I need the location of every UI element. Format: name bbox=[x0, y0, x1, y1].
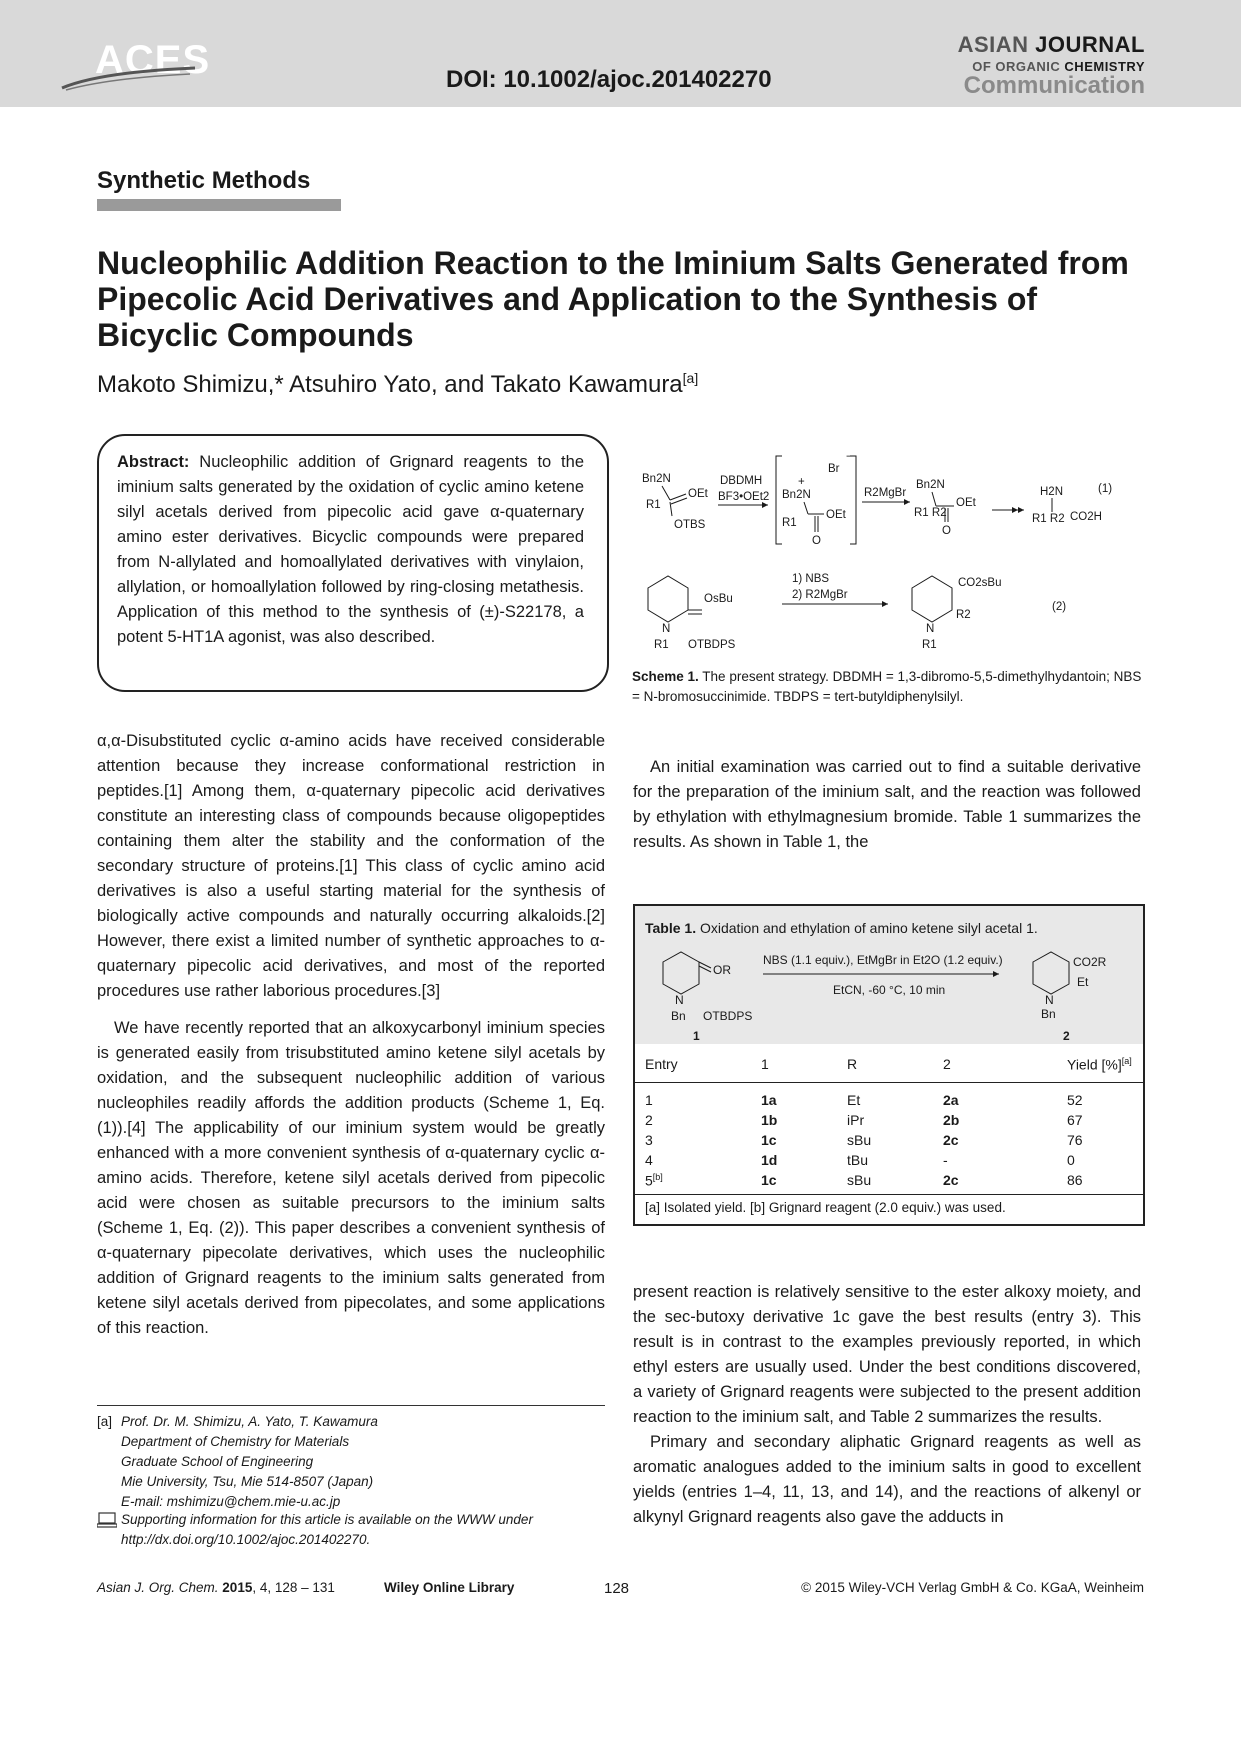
s1-f-co2h: CO2H bbox=[1070, 511, 1102, 523]
s1-eq1: (1) bbox=[1098, 483, 1113, 495]
affiliation-rule bbox=[97, 1405, 605, 1406]
s1-int-o: O bbox=[812, 535, 821, 547]
s2-nbs: 1) NBS bbox=[792, 573, 830, 585]
th-1: 1 bbox=[761, 1056, 769, 1072]
left-column bbox=[97, 729, 605, 1341]
table-cell: tBu bbox=[847, 1152, 869, 1168]
t-num1: 1 bbox=[693, 1029, 700, 1042]
table-cell: 1b bbox=[761, 1112, 778, 1128]
table-cell: 2b bbox=[943, 1112, 960, 1128]
table-cell: iPr bbox=[847, 1112, 865, 1128]
s2-n: N bbox=[662, 623, 671, 635]
table-cell: sBu bbox=[847, 1132, 872, 1148]
table-row: 3 bbox=[645, 1132, 653, 1148]
table-reaction bbox=[643, 942, 1135, 1042]
s1-r2mgbr: R2MgBr bbox=[864, 487, 907, 499]
table-cell: 1d bbox=[761, 1152, 778, 1168]
s2-co2sbu: CO2sBu bbox=[958, 577, 1002, 589]
s1-int-oet: OEt bbox=[826, 509, 846, 521]
left-paragraph-2: We have recently reported that an alkoxycarbonyl iminium species is generated easily from trisubstituted amino ketene silyl acetals by oxidation, and the subsequent nucleophilic addition of various nucleophiles readily affords the addition products (Scheme 1, Eq. (1)).[4] The applicability of our iminium system would be greatly enhanced with a more convenient synthesis of α-quaternary cyclic α-amino acids. Therefore, ketene silyl acetals derived from pipecolic acid were chosen as suitable precursors to the iminium salts (Scheme 1, Eq. (2)). This paper describes a convenient synthesis of α-quaternary pipecolate derivatives, which uses the nucleophilic addition of Grignard reagents to the iminium salts generated from ketene silyl acetals derived from pipecolates, and some applications of this reaction. bbox=[97, 1019, 605, 1337]
table-rule bbox=[635, 1082, 1143, 1083]
t-n: N bbox=[675, 993, 684, 1007]
t-pn: N bbox=[1045, 993, 1054, 1007]
t-et: Et bbox=[1077, 975, 1089, 989]
table-row: 2 bbox=[645, 1112, 653, 1128]
section-heading: Synthetic Methods bbox=[97, 167, 311, 194]
s1-dbdmh: DBDMH bbox=[720, 475, 763, 487]
section-bar bbox=[97, 199, 341, 211]
t-cond1: NBS (1.1 equiv.), EtMgBr in Et2O (1.2 equiv.) bbox=[763, 953, 1003, 967]
footer-library[interactable]: Wiley Online Library bbox=[384, 1580, 515, 1595]
journal-logo: ASIAN JOURNAL OF ORGANIC CHEMISTRY Communication bbox=[957, 32, 1145, 99]
s2-ring2 bbox=[912, 576, 952, 622]
s2-pr1: R1 bbox=[922, 639, 937, 651]
table-1 bbox=[633, 904, 1145, 1226]
table-footnote: [a] Isolated yield. [b] Grignard reagent (2.0 equiv.) was used. bbox=[645, 1200, 1006, 1215]
t-bn: Bn bbox=[671, 1009, 686, 1023]
table-cell: Et bbox=[847, 1092, 861, 1108]
si-link[interactable]: http://dx.doi.org/10.1002/ajoc.201402270. bbox=[121, 1532, 371, 1547]
t-co2r: CO2R bbox=[1073, 955, 1107, 969]
doi[interactable]: DOI: 10.1002/ajoc.201402270 bbox=[446, 66, 772, 93]
th-2: 2 bbox=[943, 1056, 951, 1072]
table-cell: 2c bbox=[943, 1172, 959, 1188]
email-link[interactable]: E-mail: mshimizu@chem.mie-u.ac.jp bbox=[121, 1494, 341, 1509]
s1-plus: + bbox=[798, 476, 805, 488]
s2-eq2: (2) bbox=[1052, 601, 1067, 613]
table-rule-bottom bbox=[635, 1194, 1143, 1195]
s1-p-n: Bn2N bbox=[916, 479, 945, 491]
right-column-top bbox=[633, 755, 1141, 855]
table-cell: 86 bbox=[1067, 1172, 1083, 1188]
s1-br: Br bbox=[828, 463, 840, 475]
t-pbn: Bn bbox=[1041, 1007, 1056, 1021]
table-cell: 1c bbox=[761, 1172, 777, 1188]
computer-icon bbox=[97, 1512, 117, 1528]
t-or: OR bbox=[713, 963, 731, 977]
table-cell: 67 bbox=[1067, 1112, 1083, 1128]
t-otbdps: OTBDPS bbox=[703, 1009, 753, 1023]
s2-otbdps: OTBDPS bbox=[688, 639, 736, 651]
table-cell: 2c bbox=[943, 1132, 959, 1148]
article-title: Nucleophilic Addition Reaction to the Iminium Salts Generated from Pipecolic Acid Derivatives and Application to the Synthesis of Bicyclic Compounds bbox=[97, 245, 1129, 353]
s2-pn: N bbox=[926, 623, 935, 635]
left-paragraph-1: α,α-Disubstituted cyclic α-amino acids have received considerable attention because they increase conformational restriction in peptides.[1] Among them, α-quaternary pipecolic acid derivatives constitute an interesting class of compounds because oligopeptides containing them alter the stability and the conformation of the secondary structure of proteins.[1] This class of cyclic amino acid derivatives is also a useful starting material for the synthesis of biologically active compounds and naturally occurring alkaloids.[2] However, there exist a limited number of synthetic approaches to α-quaternary pipecolic acid derivatives, and most of the reported procedures use rather laborious procedures.[3] bbox=[97, 732, 605, 1000]
table-cell: - bbox=[943, 1152, 948, 1168]
table-cell: 1a bbox=[761, 1092, 777, 1108]
aces-swoosh-icon bbox=[60, 62, 200, 92]
footer-copyright: © 2015 Wiley-VCH Verlag GmbH & Co. KGaA, Weinheim bbox=[801, 1580, 1144, 1595]
right-paragraph-1: An initial examination was carried out to find a suitable derivative for the preparation of the iminium salt, and the reaction was followed by ethylation with ethylmagnesium bromide. Table 1 summarizes the results. As shown in Table 1, the bbox=[633, 758, 1141, 851]
table-cell: 52 bbox=[1067, 1092, 1083, 1108]
s1-p-o: O bbox=[942, 525, 951, 537]
aces-logo: ACES bbox=[95, 38, 211, 82]
s1-int-n: Bn2N bbox=[782, 489, 811, 501]
table-title: Table 1. Oxidation and ethylation of amino ketene silyl acetal 1. bbox=[645, 920, 1038, 936]
th-yield: Yield [%][a] bbox=[1067, 1056, 1132, 1073]
right-column-bottom bbox=[633, 1280, 1141, 1530]
s1-bf3: BF3•OEt2 bbox=[718, 491, 770, 503]
s2-r1: R1 bbox=[654, 639, 669, 651]
s1-otbs: OTBS bbox=[674, 519, 706, 531]
s1-r1: R1 bbox=[646, 499, 661, 511]
s1-p-oet: OEt bbox=[956, 497, 976, 509]
table-row: 1 bbox=[645, 1092, 653, 1108]
table-cell: 76 bbox=[1067, 1132, 1083, 1148]
t-cond2: EtCN, -60 °C, 10 min bbox=[833, 983, 946, 997]
scheme-1 bbox=[632, 450, 1144, 672]
table-cell: 2a bbox=[943, 1092, 959, 1108]
footer-citation: Asian J. Org. Chem. 2015, 4, 128 – 131 bbox=[97, 1580, 335, 1595]
s2-r2mgbr: 2) R2MgBr bbox=[792, 589, 848, 601]
scheme-caption: Scheme 1. The present strategy. DBDMH = 1,3-dibromo-5,5-dimethylhydantoin; NBS = N-bromosuccinimide. TBDPS = tert-butyldiphenylsilyl. bbox=[632, 669, 1142, 704]
right-paragraph-2: present reaction is relatively sensitive to the ester alkoxy moiety, and the sec-butoxy derivative 1c gave the best results (entry 3). This result is in contrast to the examples previously reported, in which ethyl esters are usually used. Under the best conditions discovered, a variety of Grignard reagents were subjected to the present addition reaction to the iminium salt, and Table 2 summarizes the results. bbox=[633, 1283, 1141, 1426]
s1-f-r: R1 R2 bbox=[1032, 513, 1065, 525]
s1-int-r1: R1 bbox=[782, 517, 797, 529]
s1-p-r: R1 R2 bbox=[914, 507, 947, 519]
s2-ring1 bbox=[648, 576, 688, 622]
abstract: Abstract: Nucleophilic addition of Grignard reagents to the iminium salts generated by the oxidation of cyclic amino ketene silyl acetals derived from pipecolic acid gave α-quaternary amino ester derivatives. Bicyclic compounds were prepared from N-allylated and homoallylated derivatives with vinylaion, allylation, or homoallylation followed by ring-closing metathesis. Application of this method to the synthesis of (±)-S22178, a potent 5-HT1A agonist, was also described. bbox=[117, 453, 584, 646]
th-entry: Entry bbox=[645, 1056, 678, 1072]
t-num2: 2 bbox=[1063, 1029, 1070, 1042]
right-paragraph-3: Primary and secondary aliphatic Grignard reagents as well as aromatic analogues added to the iminium salts in good to excellent yields (entries 1–4, 11, 13, and 14), and the reactions of alkenyl or alkynyl Grignard reagents also gave the adducts in bbox=[633, 1433, 1141, 1526]
s2-osbu: OsBu bbox=[704, 593, 733, 605]
t-ring2 bbox=[1033, 952, 1069, 994]
page-number: 128 bbox=[604, 1580, 630, 1597]
s1-minus: − bbox=[846, 451, 853, 463]
s2-r2: R2 bbox=[956, 609, 971, 621]
table-cell: 1c bbox=[761, 1132, 777, 1148]
th-r: R bbox=[847, 1056, 858, 1072]
authors: Makoto Shimizu,* Atsuhiro Yato, and Takato Kawamura[a] bbox=[97, 370, 699, 398]
affiliation: [a] Prof. Dr. M. Shimizu, A. Yato, T. Kawamura Department of Chemistry for Materials Graduate School of Engineering Mie University, Tsu, Mie 514-8507 (Japan) E-mail: mshimizu@chem.mie-u.ac.jp bbox=[97, 1412, 605, 1512]
supporting-info: Supporting information for this article is available on the WWW under http://dx.doi.org/10.1002/ajoc.201402270. bbox=[97, 1510, 533, 1550]
t-ring1 bbox=[663, 952, 699, 994]
s1-f-n: H2N bbox=[1040, 486, 1064, 498]
table-row: 4 bbox=[645, 1152, 653, 1168]
s1-oet: OEt bbox=[688, 488, 708, 500]
table-row: 5[b] bbox=[645, 1172, 663, 1189]
table-cell: 0 bbox=[1067, 1152, 1075, 1168]
s1-bn2n: Bn2N bbox=[642, 473, 671, 485]
table-cell: sBu bbox=[847, 1172, 872, 1188]
